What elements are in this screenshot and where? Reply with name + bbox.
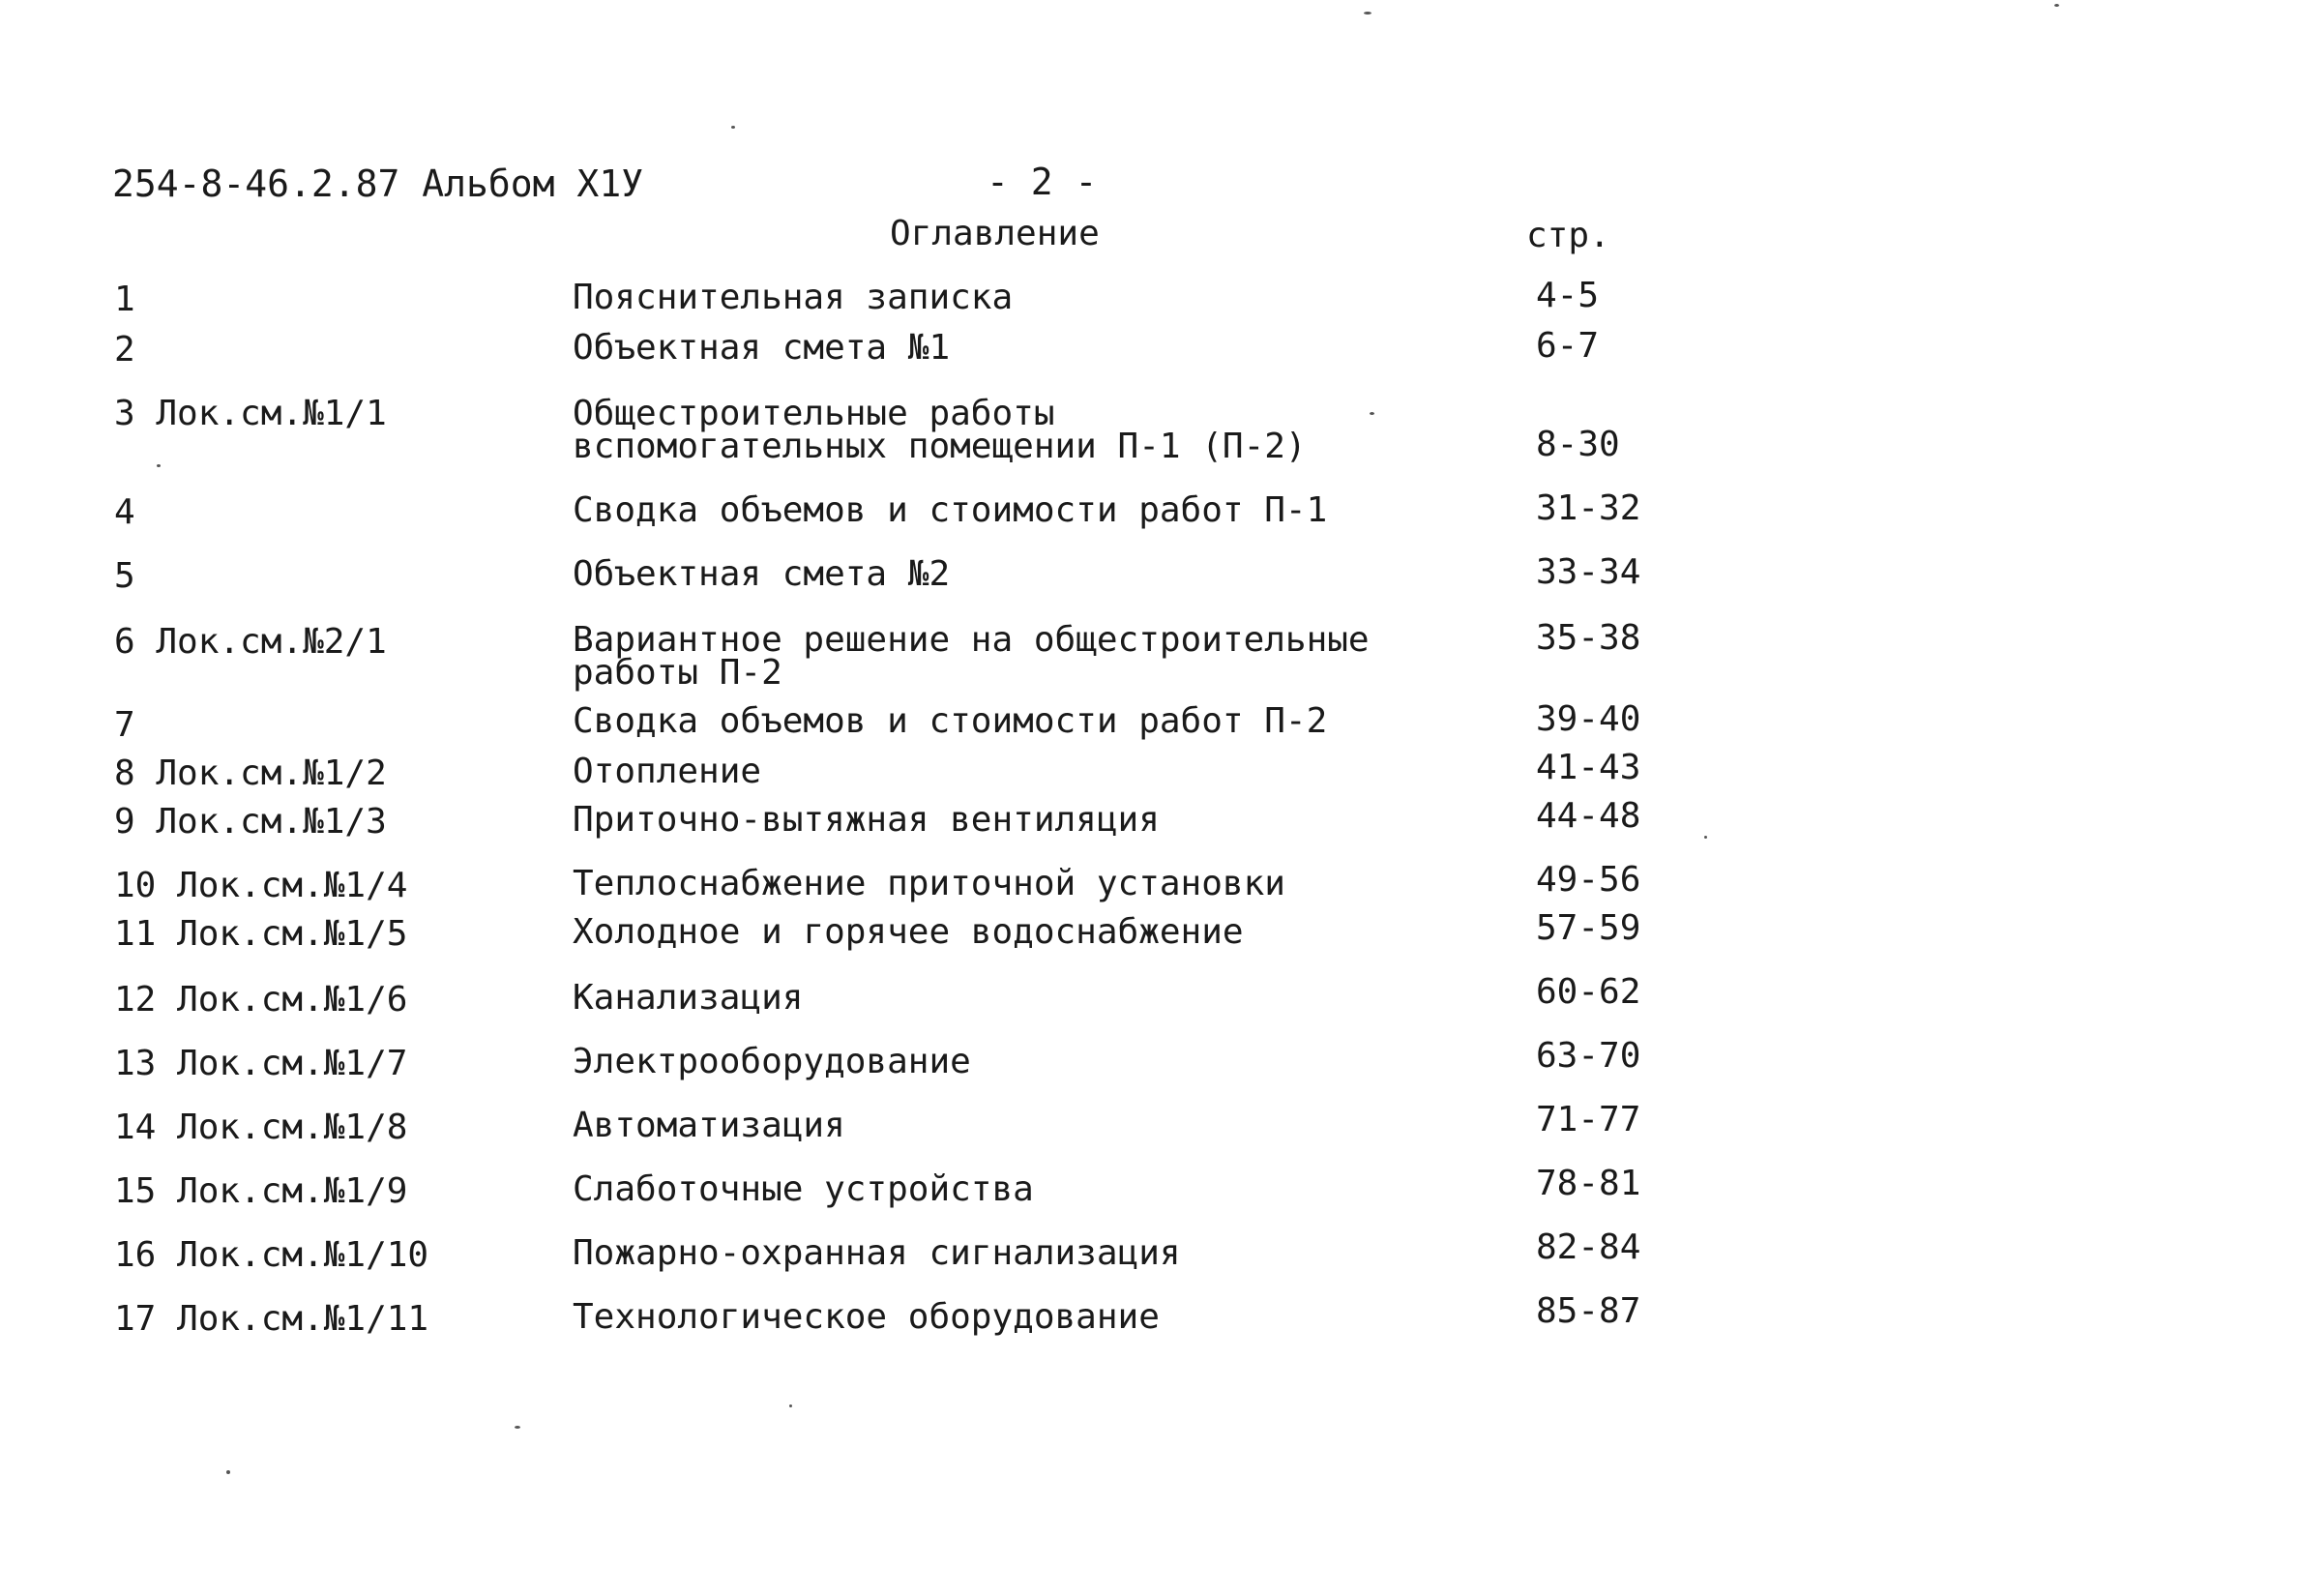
toc-row-title: Объектная смета №2 <box>573 554 951 594</box>
toc-title: Оглавление <box>890 214 1100 253</box>
toc-row-number: 16 Лок.см.№1/10 <box>114 1235 429 1275</box>
toc-row-number: 17 Лок.см.№1/11 <box>114 1299 429 1339</box>
toc-row-pages: 78-81 <box>1536 1164 1641 1203</box>
toc-row-pages: 41-43 <box>1536 748 1641 787</box>
toc-row-title: Отопление <box>573 752 762 791</box>
toc-row-title: Пояснительная записка <box>573 278 1014 317</box>
toc-row-number: 14 Лок.см.№1/8 <box>114 1108 408 1147</box>
toc-row-title: Технологическое оборудование <box>573 1297 1160 1337</box>
scan-speck <box>515 1426 520 1429</box>
toc-row-title: Теплоснабжение приточной установки <box>573 864 1285 903</box>
toc-row-number: 2 <box>114 330 135 369</box>
toc-row-pages: 4-5 <box>1536 276 1600 315</box>
toc-row-number: 5 <box>114 556 135 596</box>
toc-row-number: 7 <box>114 705 135 745</box>
scan-speck <box>2054 4 2059 7</box>
toc-row-number: 4 <box>114 492 135 532</box>
toc-row-pages: 31-32 <box>1536 488 1641 528</box>
toc-row-title-line1: Общестроительные работы <box>573 394 1055 433</box>
toc-row-title-line2: работы П-2 <box>573 653 782 693</box>
toc-row-title: Слаботочные устройства <box>573 1169 1034 1209</box>
toc-row-number: 3 Лок.см.№1/1 <box>114 394 387 433</box>
toc-row-title: Приточно-вытяжная вентиляция <box>573 800 1160 840</box>
toc-row-pages: 49-56 <box>1536 860 1641 900</box>
page-number: - 2 - <box>987 161 1098 203</box>
toc-row-title: Канализация <box>573 978 804 1018</box>
toc-row-title: Пожарно-охранная сигнализация <box>573 1233 1181 1273</box>
toc-row-title: Объектная смета №1 <box>573 328 951 368</box>
toc-row-pages: 63-70 <box>1536 1036 1641 1076</box>
scan-speck <box>226 1470 230 1474</box>
scan-speck <box>1370 412 1374 415</box>
toc-row-pages: 39-40 <box>1536 699 1641 739</box>
toc-row-pages: 60-62 <box>1536 972 1641 1012</box>
toc-row-title: Автоматизация <box>573 1106 845 1145</box>
toc-row-pages: 33-34 <box>1536 552 1641 592</box>
toc-row-number: 8 Лок.см.№1/2 <box>114 754 387 793</box>
toc-row-number: 15 Лок.см.№1/9 <box>114 1171 408 1211</box>
toc-row-pages: 71-77 <box>1536 1100 1641 1139</box>
scan-speck <box>157 464 161 467</box>
toc-row-pages: 85-87 <box>1536 1291 1641 1331</box>
toc-row-title: Электрооборудование <box>573 1042 971 1081</box>
toc-row-pages: 6-7 <box>1536 326 1600 366</box>
document-code: 254-8-46.2.87 Альбом Х1У <box>112 163 644 205</box>
toc-row-title: Сводка объемов и стоимости работ П-1 <box>573 490 1328 530</box>
toc-row-pages: 82-84 <box>1536 1227 1641 1267</box>
toc-row-number: 9 Лок.см.№1/3 <box>114 802 387 842</box>
toc-row-title: Холодное и горячее водоснабжение <box>573 912 1244 952</box>
toc-row-pages: 35-38 <box>1536 618 1641 658</box>
toc-row-title-line2: вспомогательных помещении П-1 (П-2) <box>573 427 1307 466</box>
toc-row-pages: 44-48 <box>1536 796 1641 836</box>
toc-row-pages: 8-30 <box>1536 425 1620 464</box>
scan-speck <box>789 1404 792 1407</box>
toc-row-number: 1 <box>114 280 135 319</box>
toc-row-title: Сводка объемов и стоимости работ П-2 <box>573 701 1328 741</box>
scan-speck <box>731 126 735 129</box>
toc-row-pages: 57-59 <box>1536 908 1641 948</box>
pages-column-header: стр. <box>1526 216 1610 255</box>
toc-row-title-line1: Вариантное решение на общестроительные <box>573 620 1370 660</box>
toc-row-number: 12 Лок.см.№1/6 <box>114 980 408 1020</box>
toc-row-number: 10 Лок.см.№1/4 <box>114 866 408 905</box>
toc-row-number: 13 Лок.см.№1/7 <box>114 1044 408 1083</box>
scan-speck <box>1364 12 1371 15</box>
toc-row-number: 6 Лок.см.№2/1 <box>114 622 387 662</box>
toc-row-number: 11 Лок.см.№1/5 <box>114 914 408 954</box>
scan-speck <box>1704 836 1707 839</box>
